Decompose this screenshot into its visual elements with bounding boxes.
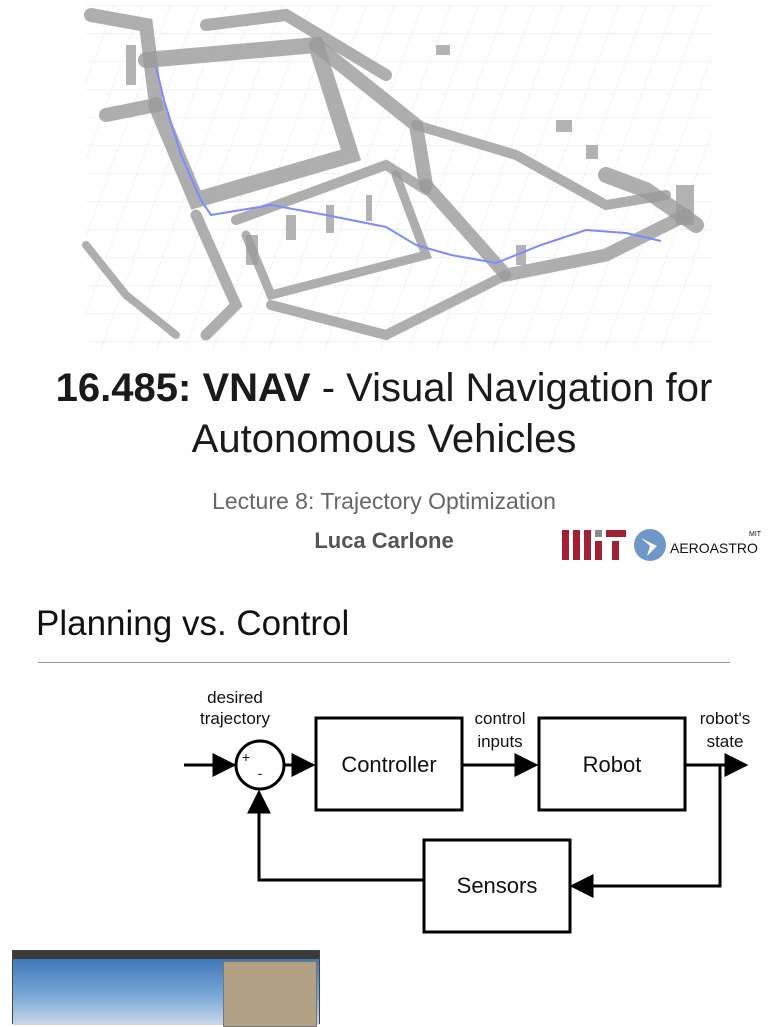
mit-logo: [562, 528, 626, 562]
lecture-subtitle: Lecture 8: Trajectory Optimization: [212, 488, 556, 514]
controller-label: Controller: [341, 752, 437, 777]
title-divider: [38, 662, 730, 663]
svg-text:MIT: MIT: [749, 531, 762, 538]
course-code: 16.485: VNAV: [55, 366, 311, 410]
input-label-2: trajectory: [200, 709, 270, 728]
svg-text:AEROASTRO: AEROASTRO: [670, 540, 758, 556]
input-label-1: desired: [207, 688, 263, 707]
control-label-1: control: [474, 709, 526, 728]
lecture-title-line1: [0, 364, 768, 412]
video-titlebar: [13, 951, 319, 959]
feedback-to-sensors: [572, 765, 720, 886]
3d-map-image: [86, 5, 712, 350]
lecture-title-line2: Autonomous Vehicles: [191, 417, 577, 461]
slide-title: Planning vs. Control: [36, 604, 350, 643]
robot-label: Robot: [582, 752, 642, 777]
course-name: - Visual Navigation for: [310, 366, 713, 410]
simulator-video-thumbnail[interactable]: [12, 950, 320, 1024]
video-map-inset: [223, 961, 317, 1027]
sensors-label: Sensors: [456, 873, 538, 898]
aeroastro-logo: [633, 526, 762, 564]
control-block-diagram: [176, 686, 768, 936]
sum-plus: +: [241, 749, 251, 765]
output-label-1: robot's: [699, 709, 751, 728]
sum-minus: -: [257, 765, 263, 781]
content-slide: [0, 590, 768, 1024]
feedback-to-junction: [259, 792, 424, 880]
author-name: Luca Carlone: [314, 528, 454, 553]
control-label-2: inputs: [477, 732, 523, 751]
output-label-2: state: [706, 732, 744, 751]
